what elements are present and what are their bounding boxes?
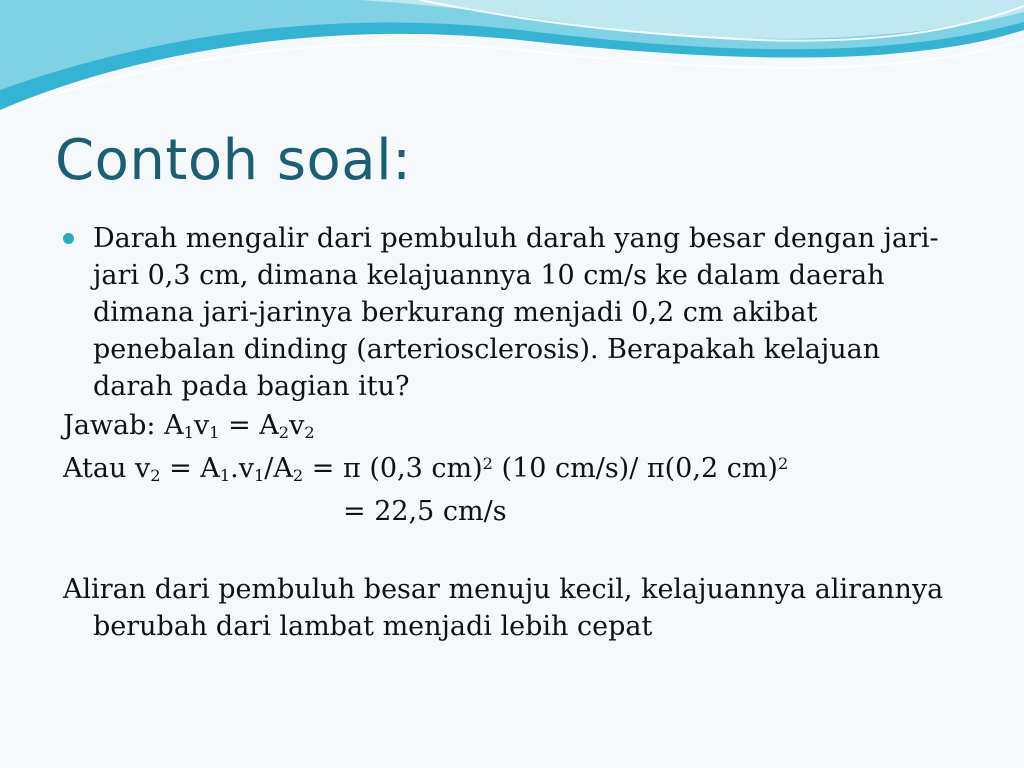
conclusion-text: Aliran dari pembuluh besar menuju kecil, kelajuannya alirannya berubah dari lambat menjadi lebih cepat <box>63 574 944 642</box>
slide-content <box>63 220 963 645</box>
slide-title: Contoh soal: <box>55 128 412 193</box>
bullet-icon <box>63 233 74 244</box>
header-wave-decoration <box>0 0 1024 120</box>
bullet-item <box>63 220 963 405</box>
spacer <box>63 530 963 567</box>
formula-line: Atau $v_2 = A_1.v_1/A_2 = \pi$ (0,3 cm)$^2$ (10 cm/s)/ π(0,2 cm)$^2$ <box>63 453 789 485</box>
result-line: = 22,5 cm/s <box>343 496 507 527</box>
answer-line: Jawab: $A_1v_1 = A_2v_2$ <box>63 410 315 442</box>
problem-text: Darah mengalir dari pembuluh darah yang besar dengan jari-jari 0,3 cm, dimana kelajuannya 10 cm/s ke dalam daerah dimana jari-jarinya berkurang menjadi 0,2 cm akibat penebalan dinding (arteriosclerosis). Berapakah kelajuan darah pada bagian itu? <box>93 223 939 402</box>
